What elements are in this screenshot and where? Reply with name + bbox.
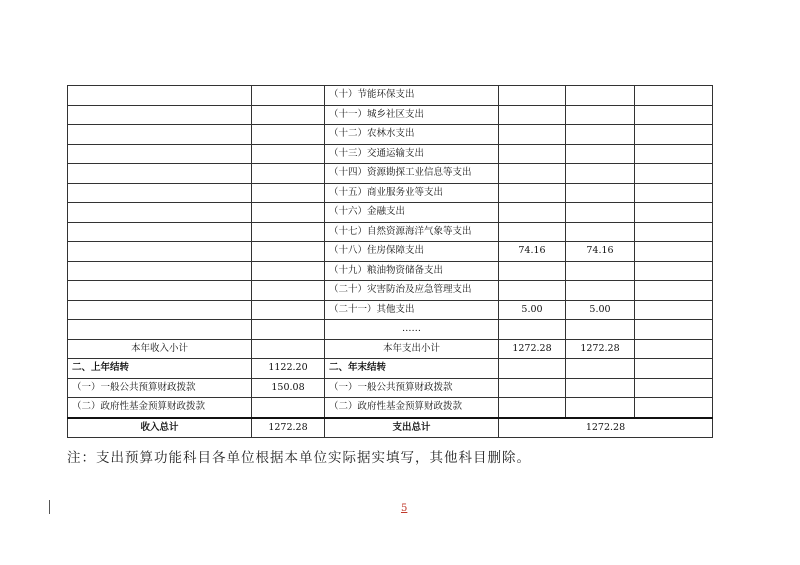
empty-cell <box>635 261 713 281</box>
expense-item-label: （二十）灾害防治及应急管理支出 <box>325 281 499 301</box>
expense-item-row <box>68 222 713 242</box>
empty-cell <box>635 320 713 340</box>
fund-budget-expense-label: （二）政府性基金预算财政拨款 <box>325 398 499 418</box>
expense-item-row <box>68 183 713 203</box>
expense-item-col2 <box>566 281 635 301</box>
expense-item-label: （十四）资源勘探工业信息等支出 <box>325 164 499 184</box>
fund-budget-income-value <box>252 398 325 418</box>
expense-item-col1 <box>499 222 566 242</box>
empty-cell <box>252 105 325 125</box>
empty-cell <box>635 203 713 223</box>
expense-item-col2 <box>566 164 635 184</box>
budget-table <box>67 85 713 438</box>
expense-item-label: …… <box>325 320 499 340</box>
expense-item-row <box>68 300 713 320</box>
empty-cell <box>68 261 252 281</box>
expense-item-row <box>68 320 713 340</box>
empty-cell <box>68 320 252 340</box>
expense-item-col2 <box>566 183 635 203</box>
footnote: 注：支出预算功能科目各单位根据本单位实际据实填写，其他科目删除。 <box>67 450 531 466</box>
expense-total-value: 1272.28 <box>499 418 713 438</box>
expense-item-col2 <box>566 86 635 106</box>
empty-cell <box>68 86 252 106</box>
expense-subtotal-label: 本年支出小计 <box>325 339 499 359</box>
expense-item-label: （二十一）其他支出 <box>325 300 499 320</box>
general-budget-income-value: 150.08 <box>252 378 325 398</box>
empty-cell <box>635 183 713 203</box>
expense-item-col2 <box>566 261 635 281</box>
empty-cell <box>635 281 713 301</box>
carryover-row <box>68 359 713 379</box>
expense-item-col1 <box>499 183 566 203</box>
expense-item-row <box>68 164 713 184</box>
expense-item-col1 <box>499 281 566 301</box>
expense-item-col1: 5.00 <box>499 300 566 320</box>
empty-cell <box>635 105 713 125</box>
expense-subtotal-col2: 1272.28 <box>566 339 635 359</box>
income-subtotal-value <box>252 339 325 359</box>
empty-cell <box>68 105 252 125</box>
expense-subtotal-col1: 1272.28 <box>499 339 566 359</box>
expense-item-label: （十八）住房保障支出 <box>325 242 499 262</box>
income-total-value: 1272.28 <box>252 418 325 438</box>
empty-cell <box>566 359 635 379</box>
expense-item-col2: 5.00 <box>566 300 635 320</box>
empty-cell <box>252 164 325 184</box>
empty-cell <box>252 125 325 145</box>
expense-item-col2 <box>566 203 635 223</box>
empty-cell <box>68 203 252 223</box>
empty-cell <box>499 398 566 418</box>
empty-cell <box>499 359 566 379</box>
expense-item-label: （十六）金融支出 <box>325 203 499 223</box>
empty-cell <box>566 398 635 418</box>
expense-item-label: （十三）交通运输支出 <box>325 144 499 164</box>
totals-row <box>68 418 713 438</box>
expense-item-label: （十七）自然资源海洋气象等支出 <box>325 222 499 242</box>
empty-cell <box>635 86 713 106</box>
empty-cell <box>68 125 252 145</box>
expense-item-col1 <box>499 203 566 223</box>
empty-cell <box>68 300 252 320</box>
subtotal-row <box>68 339 713 359</box>
expense-item-row <box>68 144 713 164</box>
expense-item-col1 <box>499 125 566 145</box>
empty-cell <box>68 281 252 301</box>
empty-cell <box>635 222 713 242</box>
empty-cell <box>252 242 325 262</box>
empty-cell <box>252 320 325 340</box>
expense-item-label: （十一）城乡社区支出 <box>325 105 499 125</box>
empty-cell <box>252 86 325 106</box>
empty-cell <box>252 281 325 301</box>
expense-item-label: （十）节能环保支出 <box>325 86 499 106</box>
expense-item-col2 <box>566 105 635 125</box>
empty-cell <box>499 378 566 398</box>
empty-cell <box>635 398 713 418</box>
expense-item-col1 <box>499 164 566 184</box>
empty-cell <box>252 183 325 203</box>
empty-cell <box>252 300 325 320</box>
expense-item-label: （十二）农林水支出 <box>325 125 499 145</box>
expense-item-col1 <box>499 86 566 106</box>
empty-cell <box>68 222 252 242</box>
expense-item-col2 <box>566 222 635 242</box>
expense-item-col1: 74.16 <box>499 242 566 262</box>
income-subtotal-label: 本年收入小计 <box>68 339 252 359</box>
fund-budget-income-label: （二）政府性基金预算财政拨款 <box>68 398 252 418</box>
prev-carryover-value: 1122.20 <box>252 359 325 379</box>
margin-line <box>49 500 50 514</box>
empty-cell <box>635 242 713 262</box>
expense-item-row <box>68 261 713 281</box>
empty-cell <box>566 378 635 398</box>
expense-item-col1 <box>499 320 566 340</box>
empty-cell <box>68 144 252 164</box>
empty-cell <box>635 300 713 320</box>
expense-item-col1 <box>499 144 566 164</box>
empty-cell <box>252 144 325 164</box>
empty-cell <box>635 164 713 184</box>
expense-item-row <box>68 105 713 125</box>
income-total-label: 收入总计 <box>68 418 252 438</box>
general-budget-row <box>68 378 713 398</box>
empty-cell <box>68 242 252 262</box>
empty-cell <box>68 183 252 203</box>
expense-item-label: （十九）粮油物资储备支出 <box>325 261 499 281</box>
expense-item-label: （十五）商业服务业等支出 <box>325 183 499 203</box>
expense-item-row <box>68 281 713 301</box>
general-budget-expense-label: （一）一般公共预算财政拨款 <box>325 378 499 398</box>
expense-item-row <box>68 203 713 223</box>
expense-item-col2 <box>566 144 635 164</box>
prev-carryover-label: 二、上年结转 <box>68 359 252 379</box>
general-budget-income-label: （一）一般公共预算财政拨款 <box>68 378 252 398</box>
expense-item-col2 <box>566 320 635 340</box>
expense-item-row <box>68 125 713 145</box>
fund-budget-row <box>68 398 713 418</box>
empty-cell <box>635 378 713 398</box>
empty-cell <box>635 125 713 145</box>
empty-cell <box>68 164 252 184</box>
empty-cell <box>252 222 325 242</box>
expense-item-row <box>68 242 713 262</box>
empty-cell <box>635 339 713 359</box>
year-end-carryover-label: 二、年末结转 <box>325 359 499 379</box>
expense-item-col2: 74.16 <box>566 242 635 262</box>
empty-cell <box>635 144 713 164</box>
expense-total-label: 支出总计 <box>325 418 499 438</box>
expense-item-col1 <box>499 105 566 125</box>
empty-cell <box>252 261 325 281</box>
empty-cell <box>252 203 325 223</box>
empty-cell <box>635 359 713 379</box>
expense-item-row <box>68 86 713 106</box>
page-number: 5 <box>401 503 408 514</box>
expense-item-col2 <box>566 125 635 145</box>
expense-item-col1 <box>499 261 566 281</box>
